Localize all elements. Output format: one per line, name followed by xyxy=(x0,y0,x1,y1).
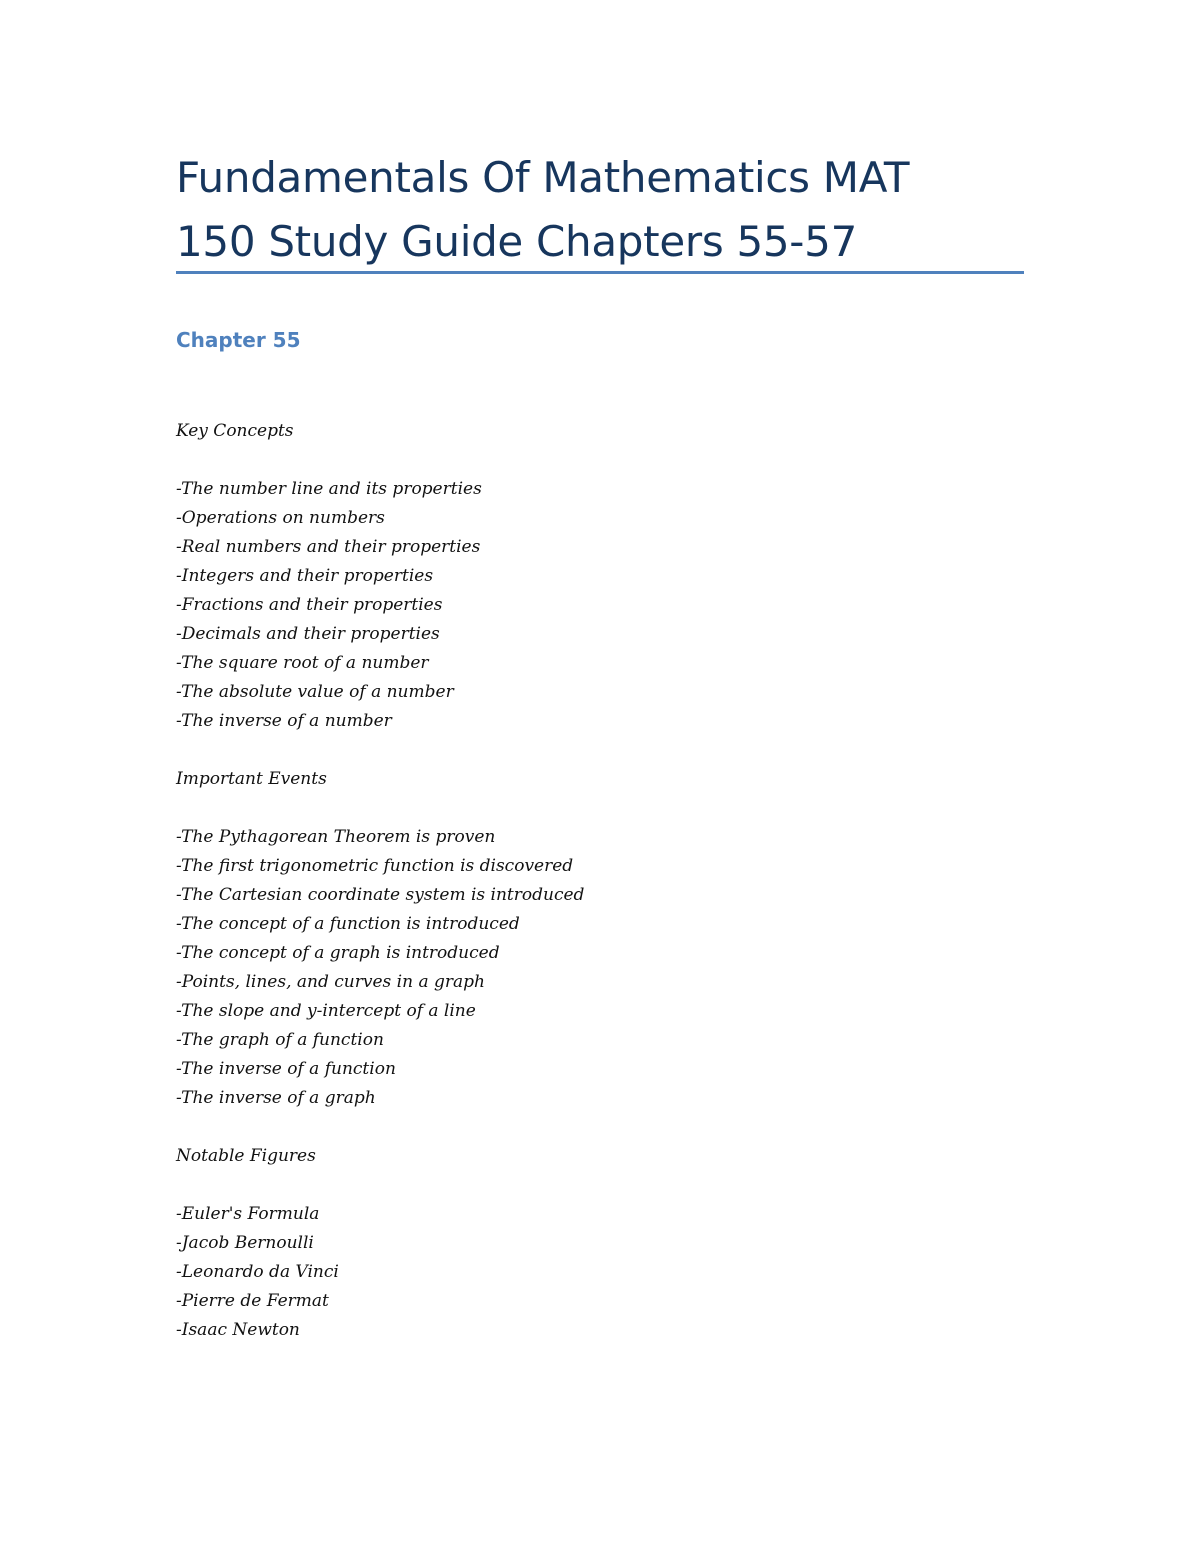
important-events-list xyxy=(176,823,1024,1113)
list-item: -The Pythagorean Theorem is proven xyxy=(176,827,496,847)
title-line-2: 150 Study Guide Chapters 55-57 xyxy=(176,217,858,266)
list-item: -Operations on numbers xyxy=(176,508,385,528)
list-item: -Isaac Newton xyxy=(176,1320,300,1340)
list-item: -The inverse of a function xyxy=(176,1059,396,1079)
list-item: -Decimals and their properties xyxy=(176,624,440,644)
list-item: -The concept of a graph is introduced xyxy=(176,943,500,963)
list-item: -The Cartesian coordinate system is introduced xyxy=(176,885,585,905)
list-item: -Integers and their properties xyxy=(176,566,434,586)
list-item: -The absolute value of a number xyxy=(176,682,454,702)
document-title xyxy=(176,146,1024,274)
list-item: -The graph of a function xyxy=(176,1030,384,1050)
list-item: -The inverse of a number xyxy=(176,711,392,731)
list-item: -Real numbers and their properties xyxy=(176,537,481,557)
list-item: -The square root of a number xyxy=(176,653,429,673)
list-item: -Points, lines, and curves in a graph xyxy=(176,972,485,992)
section-label-important-events: Important Events xyxy=(176,769,327,789)
list-item: -The first trigonometric function is discovered xyxy=(176,856,574,876)
list-item: -The concept of a function is introduced xyxy=(176,914,520,934)
list-item: -Jacob Bernoulli xyxy=(176,1233,314,1253)
notable-figures-list xyxy=(176,1200,1024,1345)
section-notable-figures xyxy=(176,1142,1024,1345)
section-key-concepts xyxy=(176,417,1024,736)
section-label-key-concepts: Key Concepts xyxy=(176,421,294,441)
list-item: -Fractions and their properties xyxy=(176,595,443,615)
list-item: -Euler's Formula xyxy=(176,1204,320,1224)
chapter-heading: Chapter 55 xyxy=(176,328,301,352)
list-item: -The slope and y-intercept of a line xyxy=(176,1001,476,1021)
chapter-body xyxy=(176,417,1024,1345)
list-item: -Pierre de Fermat xyxy=(176,1291,329,1311)
list-item: -The inverse of a graph xyxy=(176,1088,376,1108)
title-underline-rule xyxy=(176,271,1024,274)
list-item: -Leonardo da Vinci xyxy=(176,1262,339,1282)
title-line-1: Fundamentals Of Mathematics MAT xyxy=(176,153,910,202)
key-concepts-list xyxy=(176,475,1024,736)
section-label-notable-figures: Notable Figures xyxy=(176,1146,316,1166)
section-important-events xyxy=(176,765,1024,1113)
list-item: -The number line and its properties xyxy=(176,479,482,499)
